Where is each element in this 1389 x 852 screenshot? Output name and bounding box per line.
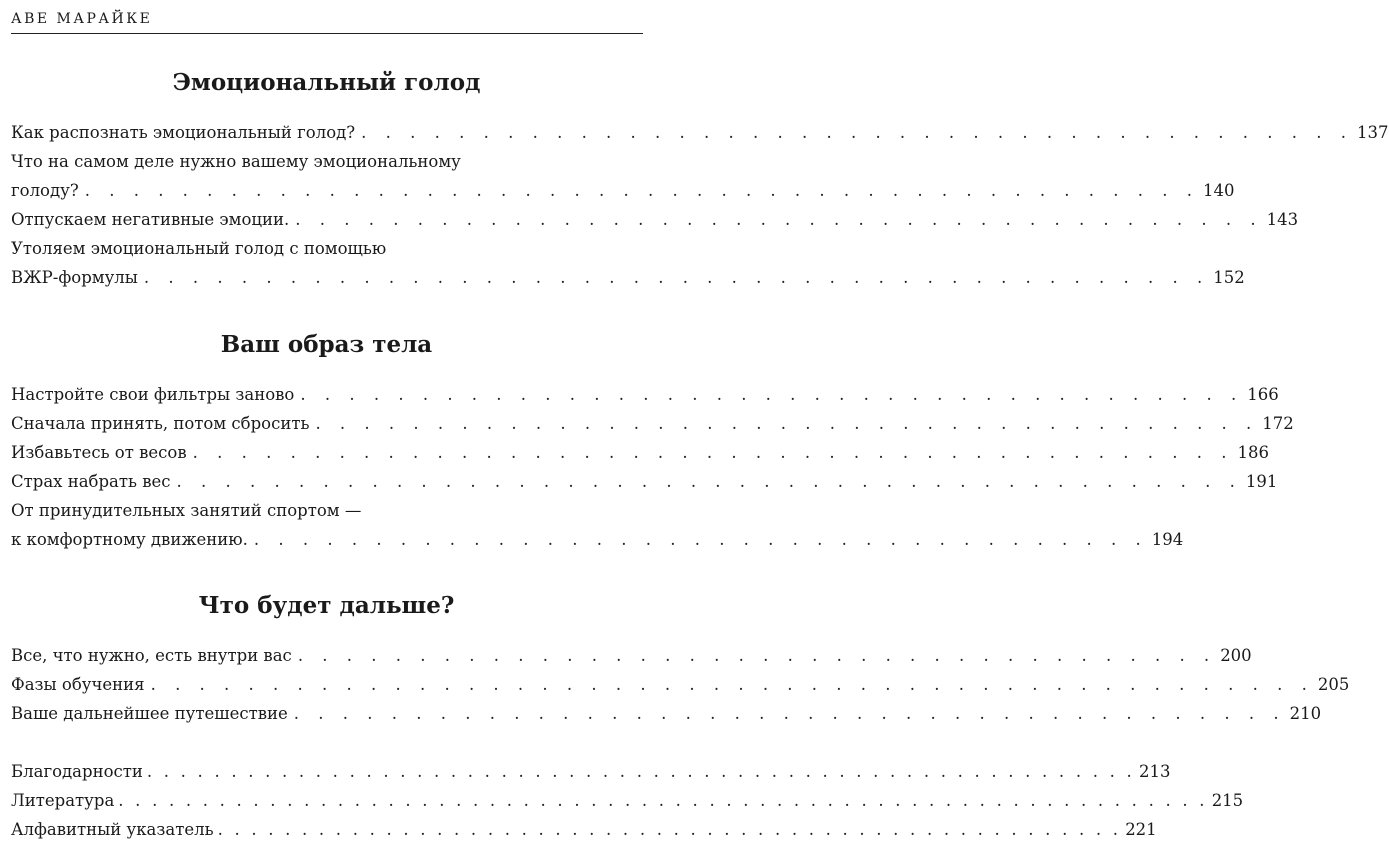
toc-page-number: 194 <box>1151 530 1184 549</box>
toc-entry-title: Настройте свои фильтры заново <box>11 385 295 404</box>
toc-entry-title: Утоляем эмоциональный голод с помощью <box>11 239 387 258</box>
toc-leader-dots: . . . . . . . . . . . . . . . . . . . . . . . . . . . . . . . . . . . . . . . . . . . . . . . . . . . . . . . . . . . <box>146 762 1135 781</box>
toc-page-number: 205 <box>1317 675 1350 694</box>
toc-entry-literature[interactable] <box>11 786 1244 815</box>
toc-entry[interactable] <box>11 438 1269 467</box>
toc-leader-dots: . . . . . . . . . . . . . . . . . . . . . . . . . . . . . . . . . . . . . . . <box>300 385 1244 404</box>
toc-leader-dots: . . . . . . . . . . . . . . . . . . . . . . . . . . . . . . . . . . . . . . . . . . . . . . . . . . . . . . . . . . . . . . . . . <box>118 791 1208 810</box>
header-divider <box>11 33 643 34</box>
toc-page-number: 186 <box>1237 443 1269 462</box>
toc-entry-title: Благодарности <box>11 762 143 781</box>
toc-entry-title: Отпускаем негативные эмоции. <box>11 210 290 229</box>
toc-entry-title-continued: голоду? <box>11 181 79 200</box>
toc-page-number: 143 <box>1266 210 1299 229</box>
toc-page-number: 140 <box>1203 181 1235 200</box>
toc-page-number: 200 <box>1220 646 1252 665</box>
toc-leader-dots: . . . . . . . . . . . . . . . . . . . . . . . . . . . . . . . . . . . . . . . . . . . . . . <box>84 181 1200 200</box>
toc-page-number: 172 <box>1262 414 1294 433</box>
toc-entry-line[interactable] <box>11 496 643 525</box>
toc-entry-acknowledgements[interactable] <box>11 757 1171 786</box>
toc-entry[interactable] <box>11 176 1235 205</box>
toc-page-number: 166 <box>1247 385 1279 404</box>
toc-entry-title-continued: ВЖР-формулы <box>11 268 138 287</box>
toc-entry-index[interactable] <box>11 815 1157 844</box>
toc-entry[interactable] <box>11 641 1252 670</box>
running-header: АВЕ МАРАЙКЕ <box>11 11 153 27</box>
toc-entry[interactable] <box>11 263 1245 292</box>
toc-leader-dots: . . . . . . . . . . . . . . . . . . . . . . . . . . . . . . . . . . . . . . . . . <box>293 704 1286 723</box>
toc-entry[interactable] <box>11 525 1184 554</box>
toc-entry[interactable] <box>11 118 1389 147</box>
toc-entry-title: Как распознать эмоциональный голод? <box>11 123 356 142</box>
section-title-emotional-hunger: Эмоциональный голод <box>172 69 481 96</box>
toc-entry[interactable] <box>11 380 1279 409</box>
toc-leader-dots: . . . . . . . . . . . . . . . . . . . . . . . . . . . . . . . . . . . . . . . . . . . . <box>143 268 1210 287</box>
toc-leader-dots: . . . . . . . . . . . . . . . . . . . . . . . . . . . . . . . . . . . . . . . <box>315 414 1259 433</box>
toc-entry-title: Все, что нужно, есть внутри вас <box>11 646 292 665</box>
toc-entry-title: Литература <box>11 791 115 810</box>
toc-page-number: 210 <box>1289 704 1322 723</box>
toc-entry-title-continued: к комфортному движению. <box>11 530 248 549</box>
section-title-whats-next: Что будет дальше? <box>198 592 455 619</box>
toc-entry-title: Фазы обучения <box>11 675 145 694</box>
toc-page-number: 221 <box>1125 820 1157 839</box>
section-title-body-image: Ваш образ тела <box>220 331 433 358</box>
toc-entry-title: Алфавитный указатель <box>11 820 214 839</box>
toc-leader-dots: . . . . . . . . . . . . . . . . . . . . . . . . . . . . . . . . . . . . . . . . . . . . . . . . <box>150 675 1314 694</box>
toc-page-number: 152 <box>1213 268 1245 287</box>
toc-entry-title: От принудительных занятий спортом — <box>11 501 362 520</box>
toc-entry-title: Ваше дальнейшее путешествие <box>11 704 288 723</box>
toc-page-number: 213 <box>1138 762 1171 781</box>
toc-leader-dots: . . . . . . . . . . . . . . . . . . . . . . . . . . . . . . . . . . . . . . . . <box>295 210 1263 229</box>
toc-leader-dots: . . . . . . . . . . . . . . . . . . . . . . . . . . . . . . . . . . . . . . . . . . . <box>192 443 1234 462</box>
toc-page-number: 137 <box>1357 123 1389 142</box>
toc-entry-title: Что на самом деле нужно вашему эмоциональному <box>11 152 461 171</box>
toc-entry[interactable] <box>11 699 1322 728</box>
toc-entry[interactable] <box>11 409 1294 438</box>
toc-leader-dots: . . . . . . . . . . . . . . . . . . . . . . . . . . . . . . . . . . . . . <box>253 530 1148 549</box>
toc-page-number: 191 <box>1245 472 1278 491</box>
toc-entry-title: Сначала принять, потом сбросить <box>11 414 310 433</box>
toc-entry[interactable] <box>11 670 1350 699</box>
toc-entry[interactable] <box>11 467 1278 496</box>
toc-leader-dots: . . . . . . . . . . . . . . . . . . . . . . . . . . . . . . . . . . . . . . <box>297 646 1217 665</box>
toc-leader-dots: . . . . . . . . . . . . . . . . . . . . . . . . . . . . . . . . . . . . . . . . . . . . <box>176 472 1242 491</box>
toc-entry-title: Избавьтесь от весов <box>11 443 187 462</box>
toc-leader-dots: . . . . . . . . . . . . . . . . . . . . . . . . . . . . . . . . . . . . . . . . . . . . . . . . . . . . . . <box>217 820 1122 839</box>
toc-page-number: 215 <box>1211 791 1244 810</box>
toc-entry-line[interactable] <box>11 147 643 176</box>
toc-leader-dots: . . . . . . . . . . . . . . . . . . . . . . . . . . . . . . . . . . . . . . . . . <box>361 123 1353 142</box>
toc-entry-line[interactable] <box>11 234 643 263</box>
toc-entry-title: Страх набрать вес <box>11 472 171 491</box>
toc-entry[interactable] <box>11 205 1299 234</box>
